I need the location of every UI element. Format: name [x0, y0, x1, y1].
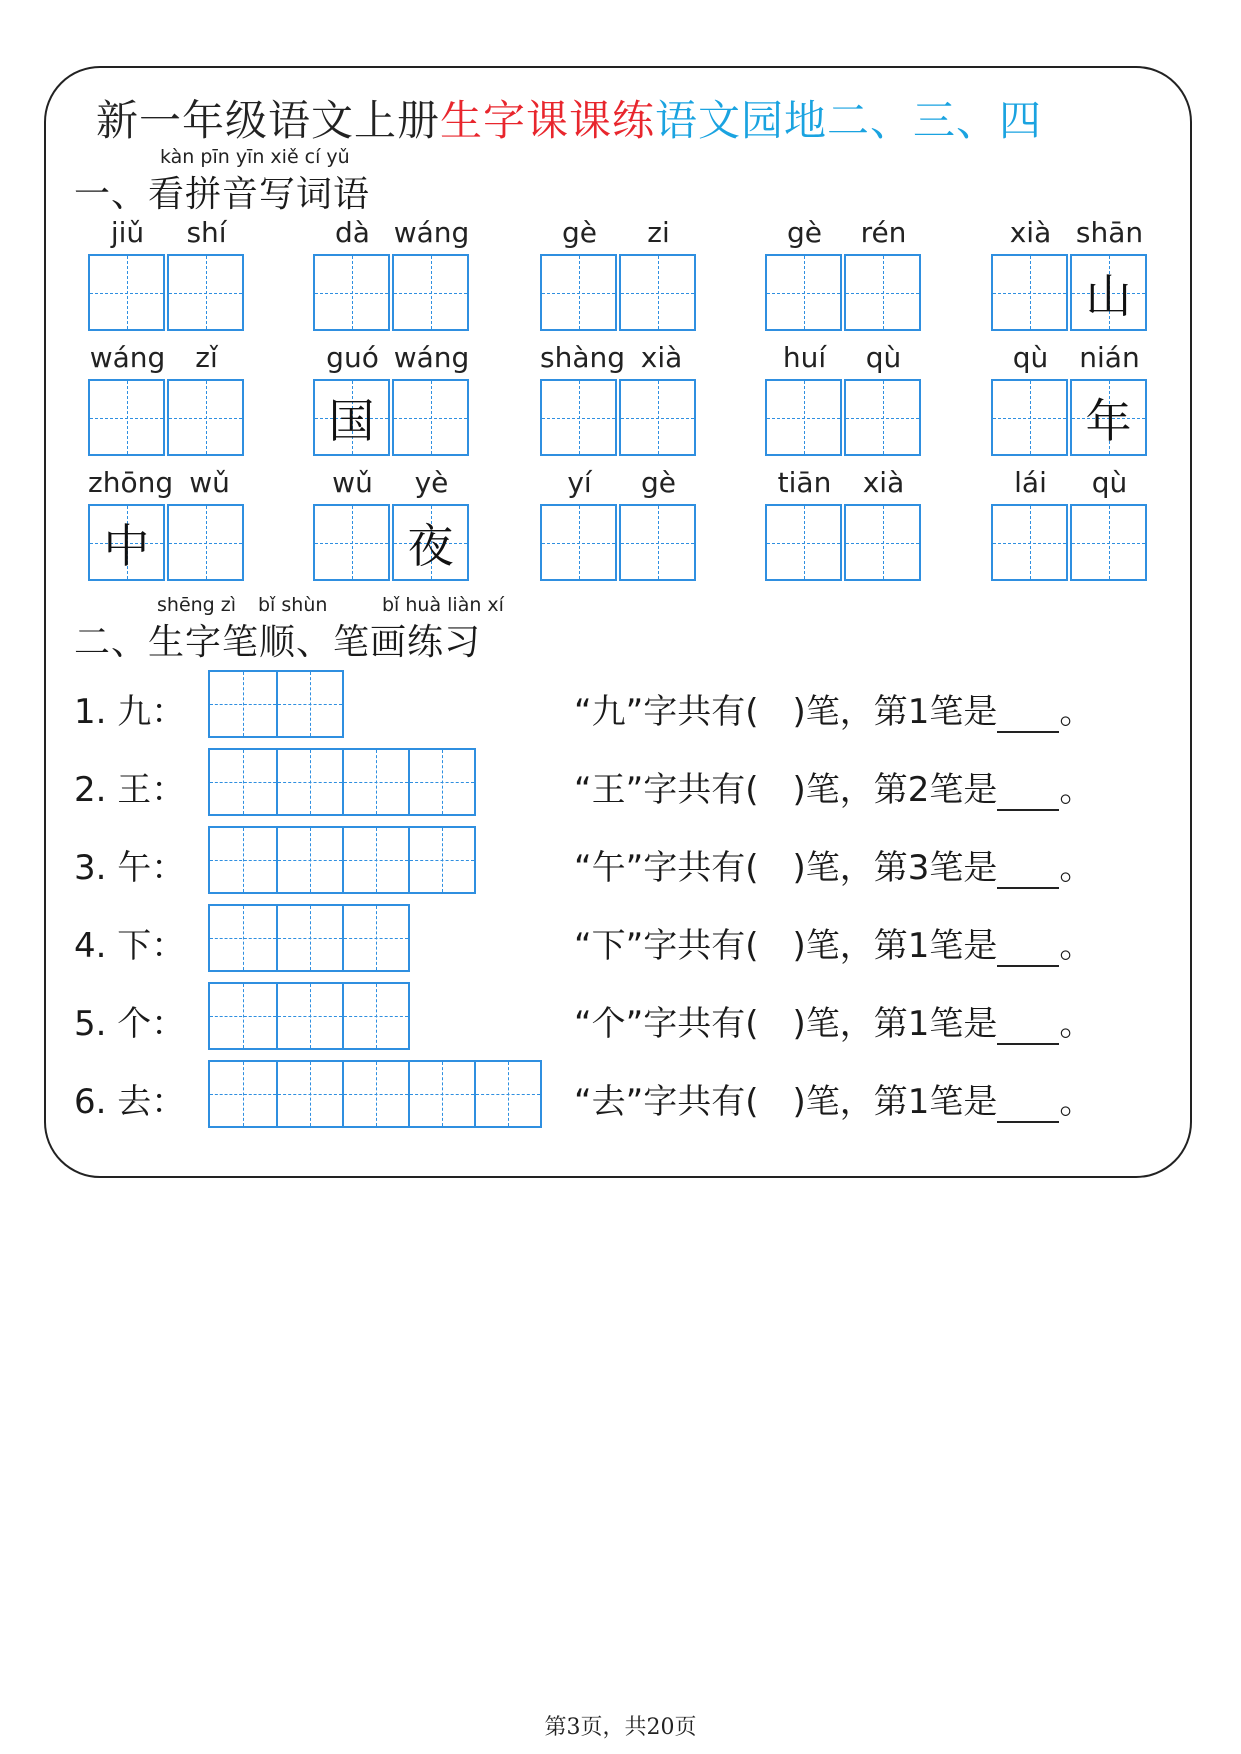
word-pinyin — [765, 466, 923, 499]
pinyin-syllable: wǔ — [189, 466, 230, 499]
title-grade: 新一年级语文上册 — [96, 96, 441, 145]
stroke-cell[interactable] — [210, 1062, 276, 1126]
pinyin-syllable: huí — [782, 341, 827, 374]
writing-cell[interactable] — [313, 379, 390, 456]
page-footer: 第3页，共20页 — [544, 1715, 697, 1740]
stroke-row-label: 3. 午： — [74, 848, 186, 888]
stroke-question — [574, 996, 1093, 1045]
writing-cell[interactable] — [991, 504, 1068, 581]
stroke-cell[interactable] — [210, 750, 276, 814]
word-pinyin — [540, 466, 698, 499]
pinyin-syllable: tiān — [777, 466, 832, 499]
writing-boxes — [765, 504, 921, 581]
pinyin-syllable: gè — [641, 466, 676, 499]
pinyin-syllable: qù — [1012, 341, 1049, 374]
word-pinyin — [991, 341, 1149, 374]
word-pinyin — [991, 216, 1149, 249]
writing-cell[interactable] — [167, 504, 244, 581]
word-pinyin — [313, 216, 471, 249]
word-pinyin — [88, 341, 246, 374]
writing-boxes — [540, 504, 696, 581]
stroke-question-end: 。 — [1059, 1082, 1094, 1122]
writing-cell[interactable] — [540, 504, 617, 581]
stroke-question-text: “下”字共有( )笔，第1笔是 — [574, 926, 998, 966]
word-pinyin — [313, 341, 471, 374]
writing-cell[interactable] — [88, 379, 165, 456]
answer-blank[interactable] — [997, 935, 1059, 967]
stroke-row — [74, 748, 1174, 814]
writing-cell[interactable] — [313, 504, 390, 581]
pinyin-syllable: yè — [414, 466, 449, 499]
writing-cell[interactable] — [619, 254, 696, 331]
stroke-cell[interactable] — [342, 906, 408, 970]
writing-cell[interactable] — [844, 504, 921, 581]
writing-cell[interactable] — [1070, 379, 1147, 456]
given-character: 年 — [1085, 393, 1132, 448]
stroke-cell[interactable] — [474, 1062, 540, 1126]
writing-boxes — [313, 504, 469, 581]
pinyin-syllable: zhōng — [88, 466, 174, 499]
section2-pinyin-3: bǐ huà liàn xí — [382, 594, 504, 616]
pinyin-syllable: wáng — [89, 341, 166, 374]
pinyin-syllable: jiǔ — [110, 216, 145, 249]
section2-pinyin-2: bǐ shùn — [258, 594, 328, 616]
stroke-cell[interactable] — [210, 672, 276, 736]
stroke-question-text: “午”字共有( )笔，第3笔是 — [574, 848, 998, 888]
writing-cell[interactable] — [392, 254, 469, 331]
answer-blank[interactable] — [997, 1091, 1059, 1123]
writing-cell[interactable] — [1070, 504, 1147, 581]
writing-boxes — [765, 254, 921, 331]
stroke-question-text: “王”字共有( )笔，第2笔是 — [574, 770, 998, 810]
stroke-cell[interactable] — [210, 828, 276, 892]
writing-cell[interactable] — [88, 504, 165, 581]
stroke-question-end: 。 — [1059, 692, 1094, 732]
word-pinyin — [88, 466, 246, 499]
pinyin-syllable: wǔ — [332, 466, 373, 499]
writing-boxes — [991, 379, 1147, 456]
pinyin-syllable: xià — [862, 466, 905, 499]
stroke-cell[interactable] — [408, 1062, 474, 1126]
stroke-cell[interactable] — [276, 984, 342, 1048]
word-pinyin — [765, 341, 923, 374]
word-pinyin — [765, 216, 923, 249]
stroke-cell[interactable] — [342, 828, 408, 892]
pinyin-syllable: shàng — [540, 341, 626, 374]
stroke-boxes — [208, 1060, 542, 1128]
stroke-cell[interactable] — [342, 1062, 408, 1126]
stroke-row — [74, 670, 1174, 736]
stroke-row — [74, 904, 1174, 970]
writing-boxes — [88, 254, 244, 331]
stroke-question-end: 。 — [1059, 1004, 1094, 1044]
word-pinyin — [313, 466, 471, 499]
writing-cell[interactable] — [619, 379, 696, 456]
given-character: 山 — [1085, 268, 1132, 323]
title-unit: 语文园地二、三、四 — [655, 96, 1043, 145]
writing-cell[interactable] — [844, 254, 921, 331]
stroke-boxes — [208, 904, 410, 972]
stroke-cell[interactable] — [342, 750, 408, 814]
stroke-cell[interactable] — [342, 984, 408, 1048]
answer-blank[interactable] — [997, 779, 1059, 811]
writing-cell[interactable] — [167, 379, 244, 456]
section2-pinyin-1: shēng zì — [157, 594, 237, 616]
stroke-cell[interactable] — [408, 750, 474, 814]
writing-boxes — [540, 379, 696, 456]
stroke-question-end: 。 — [1059, 770, 1094, 810]
stroke-question — [574, 840, 1093, 889]
pinyin-syllable: gè — [562, 216, 597, 249]
writing-boxes — [313, 379, 469, 456]
writing-cell[interactable] — [1070, 254, 1147, 331]
pinyin-syllable: lái — [1014, 466, 1047, 499]
given-character: 国 — [328, 393, 375, 448]
stroke-cell[interactable] — [276, 750, 342, 814]
given-character: 夜 — [407, 518, 454, 573]
stroke-question — [574, 762, 1093, 811]
writing-boxes — [313, 254, 469, 331]
answer-blank[interactable] — [997, 857, 1059, 889]
word-pinyin — [540, 216, 698, 249]
stroke-boxes — [208, 670, 344, 738]
pinyin-syllable: rén — [860, 216, 907, 249]
word-pinyin — [540, 341, 698, 374]
stroke-question-text: “个”字共有( )笔，第1笔是 — [574, 1004, 998, 1044]
stroke-row — [74, 982, 1174, 1048]
stroke-cell[interactable] — [276, 1062, 342, 1126]
stroke-question — [574, 684, 1093, 733]
pinyin-syllable: wáng — [393, 341, 470, 374]
writing-cell[interactable] — [991, 379, 1068, 456]
stroke-row — [74, 1060, 1174, 1126]
stroke-question — [574, 918, 1093, 967]
pinyin-syllable: yí — [567, 466, 592, 499]
stroke-row-label: 1. 九： — [74, 692, 186, 732]
worksheet-title — [96, 88, 1042, 148]
answer-blank[interactable] — [997, 701, 1059, 733]
stroke-cell[interactable] — [276, 828, 342, 892]
answer-blank[interactable] — [997, 1013, 1059, 1045]
writing-cell[interactable] — [313, 254, 390, 331]
pinyin-syllable: nián — [1079, 341, 1140, 374]
writing-cell[interactable] — [540, 379, 617, 456]
pinyin-syllable: dà — [335, 216, 370, 249]
stroke-cell[interactable] — [276, 906, 342, 970]
section2-heading: 二、生字笔顺、笔画练习 — [74, 622, 482, 663]
writing-cell[interactable] — [765, 254, 842, 331]
writing-boxes — [765, 379, 921, 456]
word-pinyin — [991, 466, 1149, 499]
stroke-question-end: 。 — [1059, 848, 1094, 888]
given-character: 中 — [103, 518, 150, 573]
stroke-row — [74, 826, 1174, 892]
pinyin-syllable: shān — [1075, 216, 1144, 249]
stroke-row-label: 6. 去： — [74, 1082, 186, 1122]
stroke-question-text: “去”字共有( )笔，第1笔是 — [574, 1082, 998, 1122]
pinyin-syllable: guó — [326, 341, 379, 374]
stroke-cell[interactable] — [408, 828, 474, 892]
pinyin-syllable: gè — [787, 216, 822, 249]
title-practice: 生字课课练 — [440, 96, 656, 145]
writing-cell[interactable] — [540, 254, 617, 331]
stroke-row-label: 5. 个： — [74, 1004, 186, 1044]
stroke-row-label: 2. 王： — [74, 770, 186, 810]
section1-heading: 一、看拼音写词语 — [74, 174, 371, 215]
writing-cell[interactable] — [167, 254, 244, 331]
writing-cell[interactable] — [392, 379, 469, 456]
pinyin-syllable: zi — [647, 216, 670, 249]
stroke-question-text: “九”字共有( )笔，第1笔是 — [574, 692, 998, 732]
stroke-row-label: 4. 下： — [74, 926, 186, 966]
stroke-cell[interactable] — [210, 984, 276, 1048]
writing-cell[interactable] — [991, 254, 1068, 331]
pinyin-syllable: shí — [186, 216, 227, 249]
stroke-question — [574, 1074, 1093, 1123]
writing-boxes — [991, 254, 1147, 331]
pinyin-syllable: zǐ — [195, 341, 218, 374]
writing-boxes — [88, 379, 244, 456]
stroke-question-end: 。 — [1059, 926, 1094, 966]
writing-cell[interactable] — [765, 379, 842, 456]
writing-cell[interactable] — [392, 504, 469, 581]
pinyin-syllable: xià — [640, 341, 683, 374]
writing-cell[interactable] — [619, 504, 696, 581]
stroke-boxes — [208, 748, 476, 816]
pinyin-syllable: qù — [865, 341, 902, 374]
stroke-boxes — [208, 826, 476, 894]
pinyin-syllable: xià — [1009, 216, 1052, 249]
section1-pinyin: kàn pīn yīn xiě cí yǔ — [160, 146, 350, 168]
stroke-boxes — [208, 982, 410, 1050]
stroke-cell[interactable] — [276, 672, 342, 736]
word-pinyin — [88, 216, 246, 249]
writing-boxes — [88, 504, 244, 581]
writing-boxes — [540, 254, 696, 331]
writing-cell[interactable] — [88, 254, 165, 331]
pinyin-syllable: qù — [1091, 466, 1128, 499]
writing-cell[interactable] — [765, 504, 842, 581]
writing-boxes — [991, 504, 1147, 581]
stroke-cell[interactable] — [210, 906, 276, 970]
pinyin-syllable: wáng — [393, 216, 470, 249]
writing-cell[interactable] — [844, 379, 921, 456]
